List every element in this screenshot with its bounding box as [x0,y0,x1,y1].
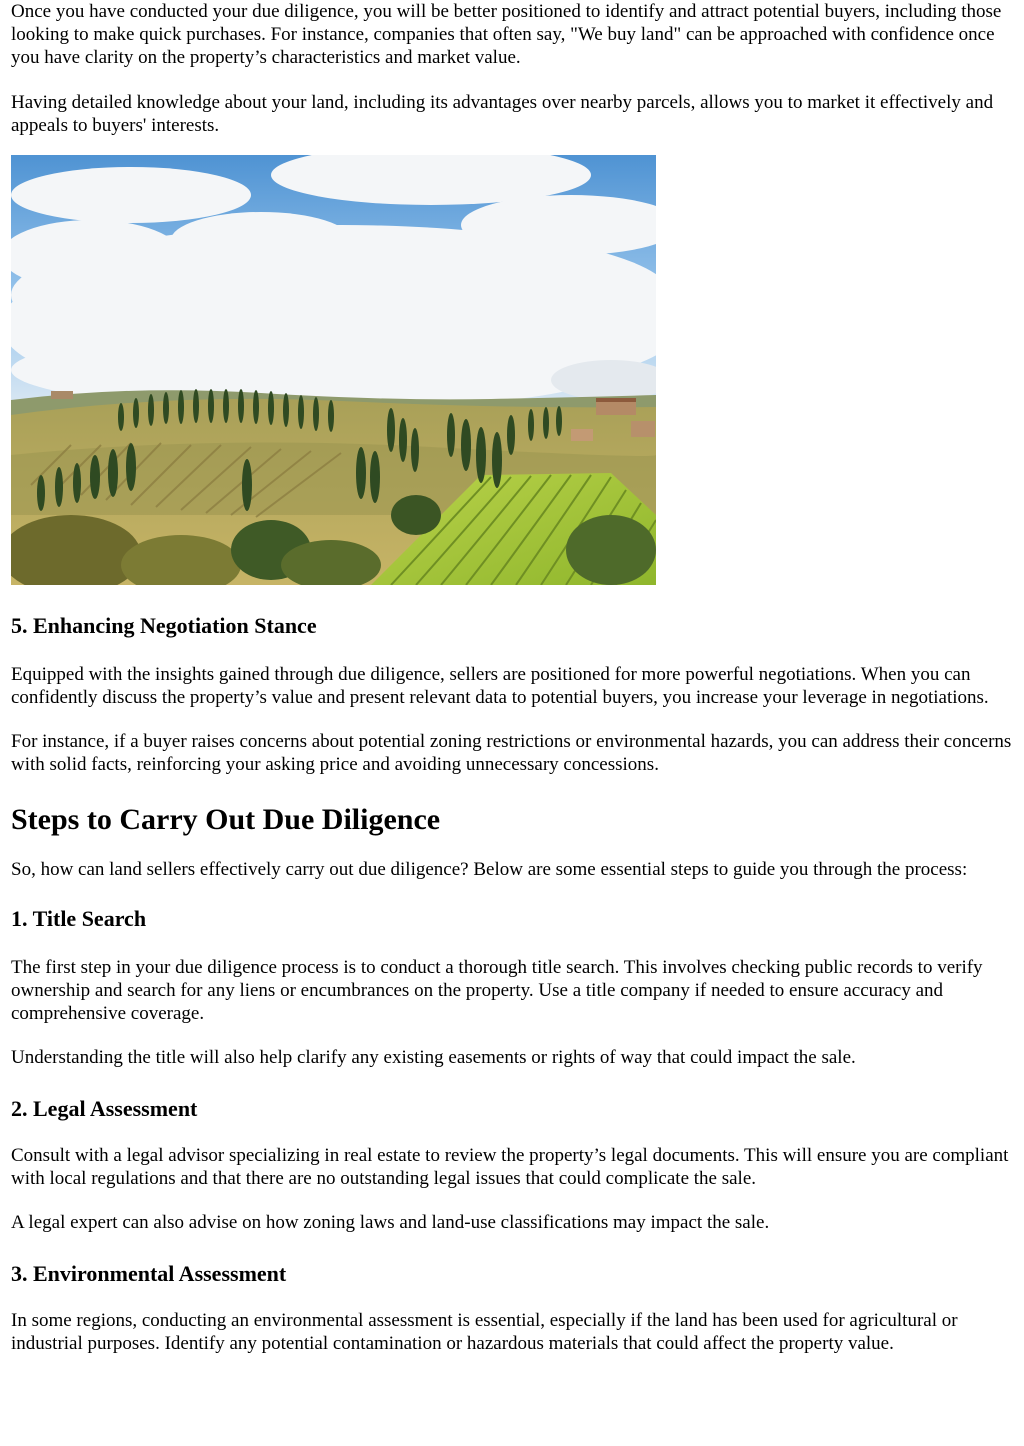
steps-heading: Steps to Carry Out Due Diligence [11,803,441,836]
step-2-paragraph-2: A legal expert can also advise on how zoning laws and land-use classifications may impact the sale. [11,1212,770,1233]
steps-intro: So, how can land sellers effectively carry out due diligence? Below are some essential steps to guide you through the process: [11,859,968,880]
step-2-heading: 2. Legal Assessment [11,1096,198,1121]
landscape-photo [11,155,656,585]
step-1-paragraph-1: The first step in your due diligence process is to conduct a thorough title search. This involves checking public records to verify ownership and search for any liens or encumbrances on the property. Use a title company if needed to ensure accuracy and comprehensive coverage. [11,957,983,1024]
step-1-heading: 1. Title Search [11,906,147,931]
intro-paragraph-1: Once you have conducted your due diligence, you will be better positioned to identify and attract potential buyers, including those looking to make quick purchases. For instance, companies that often say, "We buy land" can be approached with confidence once you have clarity on the property’s characteristics and market value. [11,1,1002,68]
step-3-heading: 3. Environmental Assessment [11,1261,287,1286]
step-2-paragraph-1: Consult with a legal advisor specializing in real estate to review the property’s legal documents. This will ensure you are compliant with local regulations and that there are no outstanding legal issues that could complicate the sale. [11,1145,1009,1189]
step-1-paragraph-2: Understanding the title will also help clarify any existing easements or rights of way that could impact the sale. [11,1047,856,1068]
step-3-paragraph-1: In some regions, conducting an environmental assessment is essential, especially if the land has been used for agricultural or industrial purposes. Identify any potential contamination or hazardous materials that could affect the property value. [11,1310,958,1354]
intro-paragraph-2: Having detailed knowledge about your land, including its advantages over nearby parcels, allows you to market it effectively and appeals to buyers' interests. [11,92,994,136]
section-5-heading: 5. Enhancing Negotiation Stance [11,613,317,638]
section-5-paragraph-2: For instance, if a buyer raises concerns about potential zoning restrictions or environmental hazards, you can address their concerns with solid facts, reinforcing your asking price and avoiding unnecessary concessions. [11,731,1012,775]
section-5-paragraph-1: Equipped with the insights gained through due diligence, sellers are positioned for more powerful negotiations. When you can confidently discuss the property’s value and present relevant data to potential buyers, you increase your leverage in negotiations. [11,664,989,708]
